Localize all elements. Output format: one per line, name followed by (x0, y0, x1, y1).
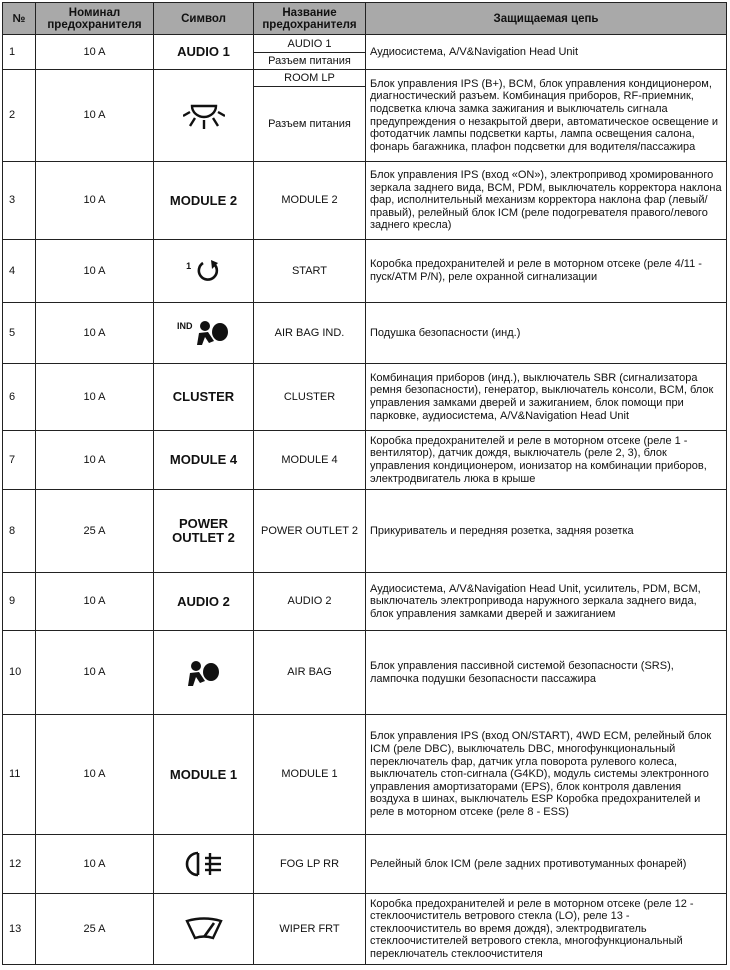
protected-circuit: Комбинация приборов (инд.), выключатель SBR (сигнализатора ремня безопасности), генератор, выключатель консоли, BCM, блок управления замками дверей и зажиганием, блок помощи при парковке, аудиосистема, A/V&Navigation Head Unit (366, 364, 727, 431)
fuse-number: 4 (3, 240, 36, 303)
fuse-current: 10 A (36, 70, 154, 162)
fuse-number: 6 (3, 364, 36, 431)
fuse-name: AUDIO 2 (254, 573, 366, 631)
protected-circuit: Коробка предохранителей и реле в моторном отсеке (реле 4/11 - пуск/ATM P/N), реле охранной сигнализации (366, 240, 727, 303)
table-row (3, 364, 727, 431)
fuse-current: 10 A (36, 240, 154, 303)
fuse-symbol-text: 1 (186, 261, 192, 271)
fuse-number: 7 (3, 431, 36, 490)
fuse-name: CLUSTER (254, 364, 366, 431)
fuse-number: 8 (3, 490, 36, 573)
table-row (3, 631, 727, 715)
fuse-name: FOG LP RR (254, 835, 366, 894)
protected-circuit: Коробка предохранителей и реле в моторном отсеке (реле 12 - стеклоочиститель ветрового стекла (LO), реле 13 - стеклоочиститель во время дождя), электродвигатель стеклоочистителей ветрового стекла, многофункциональный переключатель стеклоочистителя (366, 894, 727, 965)
protected-circuit: Блок управления пассивной системой безопасности (SRS), лампочка подушки безопасности пассажира (366, 631, 727, 715)
fuse-current: 10 A (36, 631, 154, 715)
protected-circuit: Прикуриватель и передняя розетка, задняя розетка (366, 490, 727, 573)
start-arrow-icon (195, 259, 221, 283)
table-row (3, 835, 727, 894)
fuse-number: 11 (3, 715, 36, 835)
fuse-name-cell (254, 70, 366, 162)
fuse-current: 10 A (36, 715, 154, 835)
fuse-symbol-cell (154, 70, 254, 162)
fuse-number: 2 (3, 70, 36, 162)
fuse-symbol-text: AUDIO 1 (154, 35, 254, 70)
header-name: Название предохранителя (254, 3, 366, 35)
fuse-symbol-text: MODULE 1 (154, 715, 254, 835)
fuse-name: ROOM LP (254, 70, 365, 87)
table-row (3, 162, 727, 240)
table-row (3, 70, 727, 162)
fuse-current: 10 A (36, 573, 154, 631)
fuse-number: 9 (3, 573, 36, 631)
fuse-symbol-text: AUDIO 2 (154, 573, 254, 631)
fuse-name: MODULE 1 (254, 715, 366, 835)
fuse-number: 10 (3, 631, 36, 715)
fuse-number: 13 (3, 894, 36, 965)
header-current: Номинал предохранителя (36, 3, 154, 35)
fuse-symbol-cell (154, 303, 254, 364)
protected-circuit: Аудиосистема, A/V&Navigation Head Unit, усилитель, PDM, BCM, выключатель электропривода наружного зеркала заднего вида, блок управления замками дверей и зажиганием (366, 573, 727, 631)
fuse-symbol-text: IND (176, 321, 193, 331)
header-num: № (3, 3, 36, 35)
table-row (3, 490, 727, 573)
table-row (3, 894, 727, 965)
table-row (3, 431, 727, 490)
protected-circuit: Блок управления IPS (вход ON/START), 4WD ECM, релейный блок ICM (реле DBC), выключатель DBC, многофункциональный переключатель фар, датчик угла поворота рулевого колеса, выключатель стоп-сигнала (G4KD), модуль системы электронного управления амортизаторами (EPS), блок контроля давления воздуха в шинах, выключатель ESP Коробка предохранителей и реле в моторном отсеке (реле 8 - ESS) (366, 715, 727, 835)
fuse-symbol-cell (154, 240, 254, 303)
fuse-symbol-cell (154, 835, 254, 894)
table-row (3, 35, 727, 70)
fuse-name-cell (254, 35, 366, 70)
fuse-name: POWER OUTLET 2 (254, 490, 366, 573)
fuse-current: 10 A (36, 303, 154, 364)
fuse-current: 10 A (36, 835, 154, 894)
fuse-number: 3 (3, 162, 36, 240)
table-row (3, 303, 727, 364)
fuse-name: AIR BAG (254, 631, 366, 715)
fuse-symbol-cell (154, 631, 254, 715)
protected-circuit: Блок управления IPS (вход «ON»), электропривод хромированного зеркала заднего вида, BCM, PDM, выключатель корректора наклона фар, исполнительный механизм корректора наклона фар (левый/правый), релейный блок ICM (реле подогревателя правого/левого заднего кресла) (366, 162, 727, 240)
fuse-symbol-text: MODULE 4 (154, 431, 254, 490)
fuse-number: 5 (3, 303, 36, 364)
fuse-name-secondary: Разъем питания (268, 54, 351, 67)
protected-circuit: Аудиосистема, A/V&Navigation Head Unit (366, 35, 727, 70)
fuse-current: 25 A (36, 894, 154, 965)
header-row (3, 3, 727, 35)
fuse-name: AUDIO 1 (254, 36, 365, 53)
fuse-current: 10 A (36, 162, 154, 240)
fuse-name: START (254, 240, 366, 303)
fuse-number: 1 (3, 35, 36, 70)
room-lamp-icon (183, 101, 225, 131)
fuse-symbol-text: MODULE 2 (154, 162, 254, 240)
fuse-table (2, 2, 727, 965)
fuse-name: AIR BAG IND. (254, 303, 366, 364)
protected-circuit: Подушка безопасности (инд.) (366, 303, 727, 364)
rear-fog-lamp-icon (183, 850, 225, 878)
fuse-current: 10 A (36, 364, 154, 431)
fuse-current: 25 A (36, 490, 154, 573)
fuse-name: WIPER FRT (254, 894, 366, 965)
fuse-symbol-text: CLUSTER (154, 364, 254, 431)
fuse-symbol-text: POWER OUTLET 2 (154, 490, 254, 573)
fuse-current: 10 A (36, 35, 154, 70)
table-row (3, 240, 727, 303)
table-row (3, 573, 727, 631)
airbag-icon (187, 658, 221, 688)
fuse-current: 10 A (36, 431, 154, 490)
protected-circuit: Блок управления IPS (B+), BCM, блок управления кондиционером, диагностический разъем. Комбинация приборов, RF-приемник, подсветка ключа замка зажигания и выключатель сигнала предупреждения о незакрытой двери, автоматическое освещение и фотодатчик лампы подсветки карты, лампа освещения салона, фонарь багажника, плафон подсветки для водителя/пассажира (366, 70, 727, 162)
protected-circuit: Коробка предохранителей и реле в моторном отсеке (реле 1 - вентилятор), датчик дождя, выключатель (реле 2, 3), блок управления кондиционером, ионизатор на комбинации приборов, электродвигатель люка в крыше (366, 431, 727, 490)
header-symbol: Символ (154, 3, 254, 35)
fuse-name: MODULE 4 (254, 431, 366, 490)
wiper-icon (184, 916, 224, 942)
airbag-indicator-icon (196, 319, 230, 347)
header-circuit: Защищаемая цепь (366, 3, 727, 35)
fuse-number: 12 (3, 835, 36, 894)
fuse-name: MODULE 2 (254, 162, 366, 240)
fuse-name-secondary: Разъем питания (268, 118, 351, 130)
protected-circuit: Релейный блок ICM (реле задних противотуманных фонарей) (366, 835, 727, 894)
table-row (3, 715, 727, 835)
fuse-symbol-cell (154, 894, 254, 965)
